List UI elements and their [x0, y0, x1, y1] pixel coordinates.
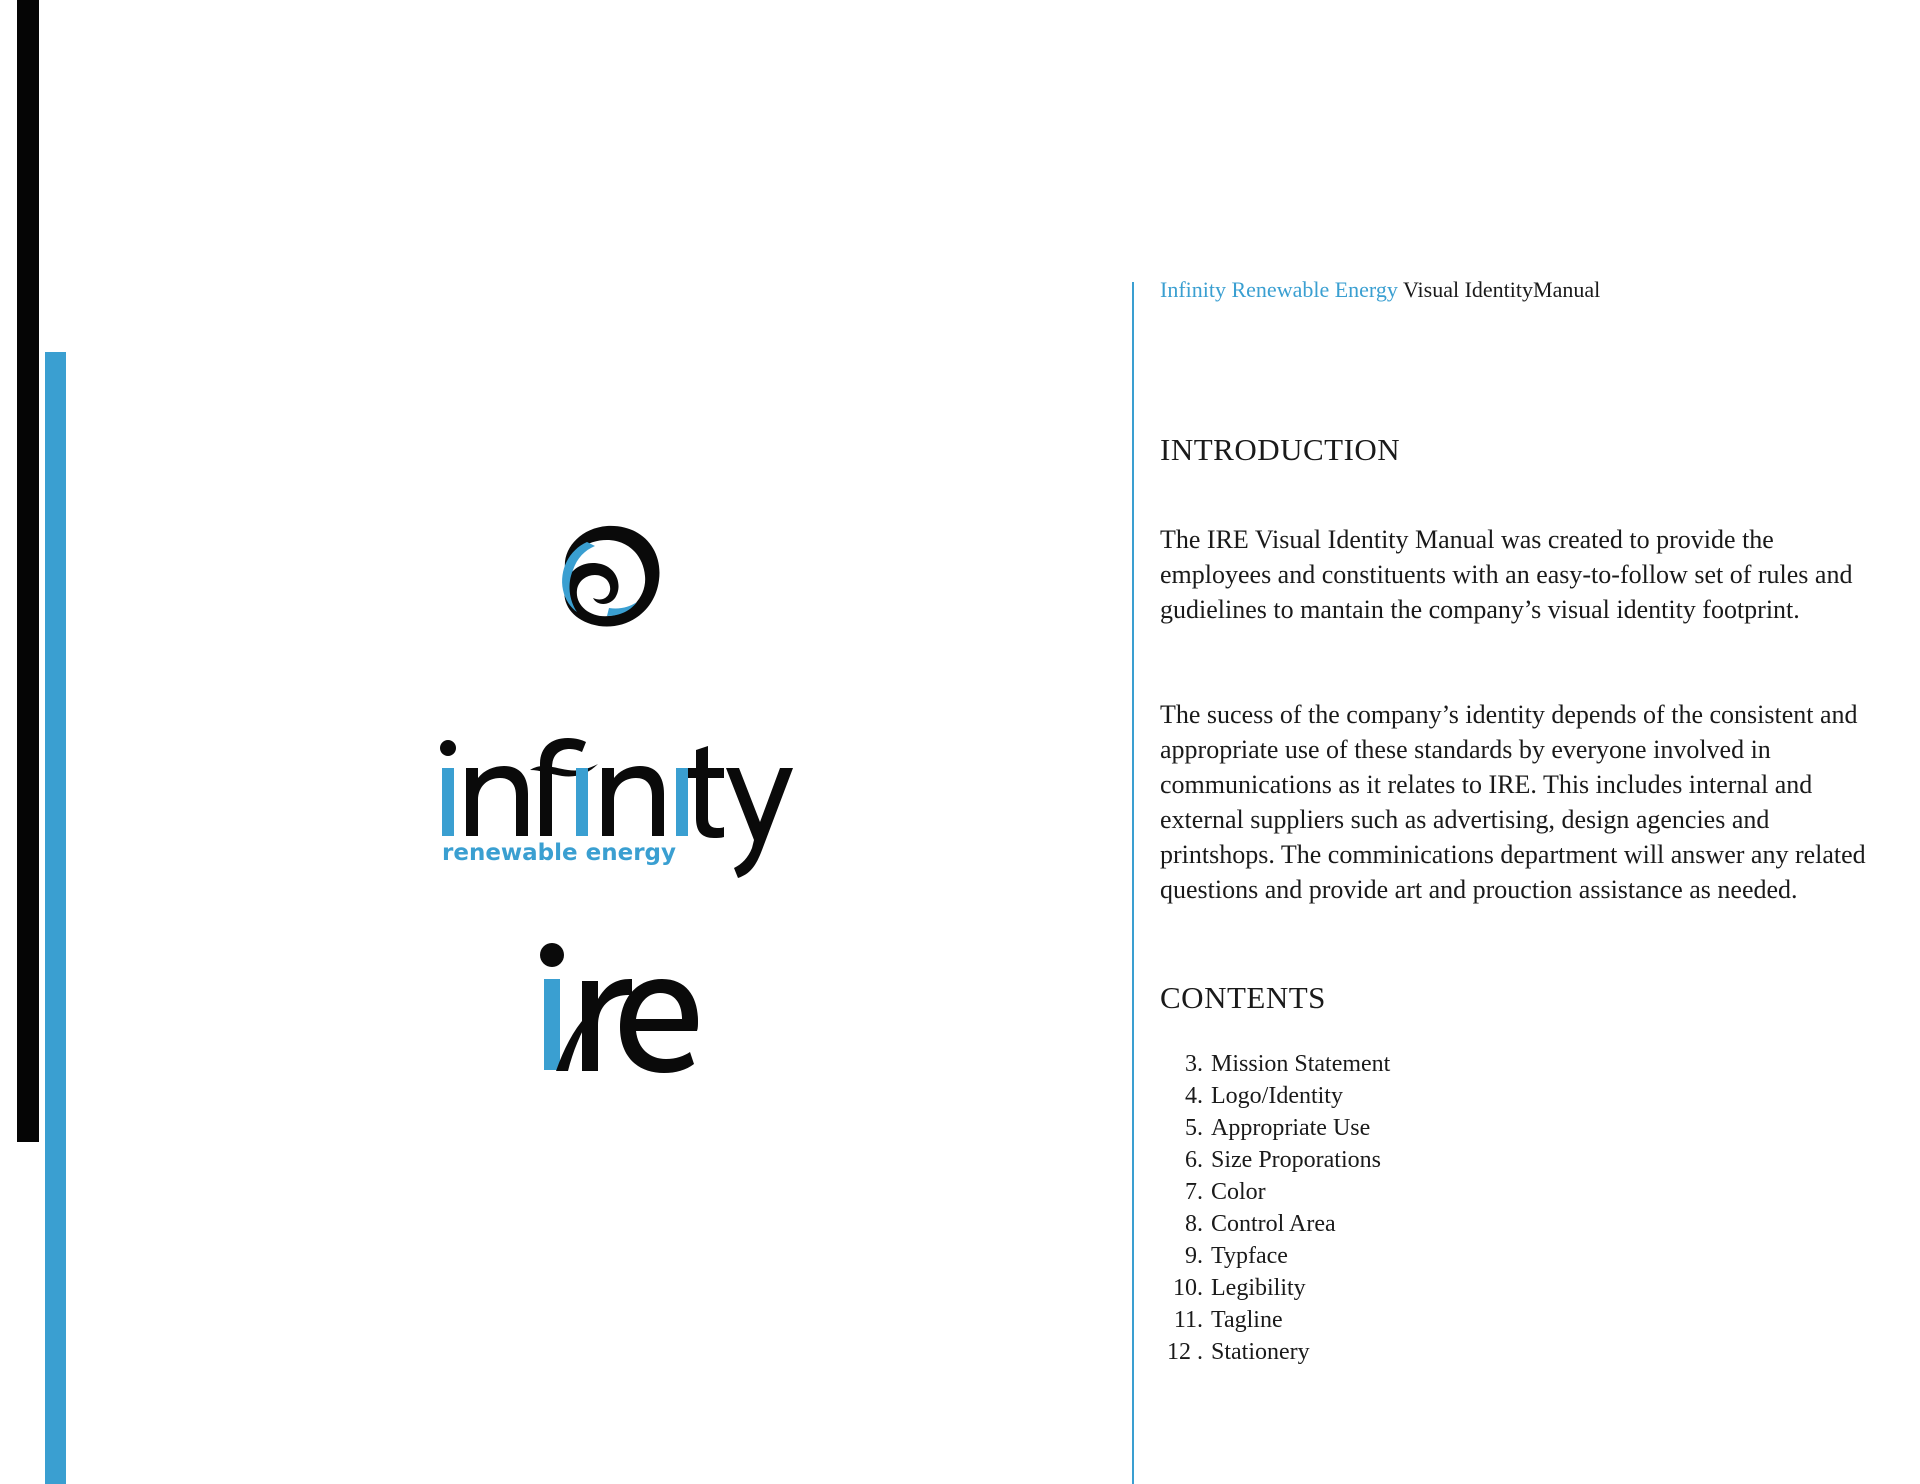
black-accent-bar — [17, 0, 39, 1142]
contents-item-label: Size Proporations — [1211, 1147, 1381, 1173]
header-brand: Infinity Renewable Energy — [1160, 277, 1398, 302]
contents-item-label: Stationery — [1211, 1339, 1310, 1365]
contents-item-number: 10. — [1173, 1275, 1203, 1301]
intro-paragraph-2: The sucess of the company’s identity depends of the consistent and appropriate use of these standards by everyone involved in communications as it relates to IRE. This includes internal and external suppliers such as advertising, design agencies and printshops. The comminications department will answer any related questions and provide art and prouction assistance as needed. — [1160, 700, 1866, 904]
introduction-heading: INTRODUCTION — [1160, 432, 1401, 467]
contents-item-label: Tagline — [1211, 1307, 1283, 1333]
contents-item — [1160, 1208, 1390, 1240]
contents-item-number: 4. — [1185, 1083, 1203, 1109]
manual-header — [1160, 276, 1600, 304]
contents-item — [1160, 1048, 1390, 1080]
contents-item-number: 11. — [1173, 1307, 1203, 1333]
contents-item-label: Control Area — [1211, 1211, 1336, 1237]
contents-item — [1160, 1080, 1390, 1112]
tagline-text: renewable energy — [442, 840, 677, 866]
contents-item — [1160, 1240, 1390, 1272]
contents-item-number: 12 . — [1167, 1339, 1203, 1365]
contents-item-number: 9. — [1185, 1243, 1203, 1269]
contents-item-label: Typface — [1211, 1243, 1288, 1269]
header-doc-title: Visual IdentityManual — [1402, 277, 1601, 302]
contents-item-label: Logo/Identity — [1211, 1083, 1343, 1109]
contents-item-number: 3. — [1185, 1051, 1203, 1077]
contents-item — [1160, 1336, 1390, 1368]
contents-heading: CONTENTS — [1160, 980, 1326, 1015]
contents-item-number: 6. — [1185, 1147, 1203, 1173]
contents-item-number: 8. — [1185, 1211, 1203, 1237]
contents-item-number: 7. — [1185, 1179, 1203, 1205]
infinity-wordmark-logo — [420, 700, 820, 880]
contents-item — [1160, 1144, 1390, 1176]
intro-paragraph-1: The IRE Visual Identity Manual was created to provide the employees and constituents with an easy-to-follow set of rules and gudielines to mantain the company’s visual identity footprint. — [1160, 525, 1853, 624]
contents-item-label: Mission Statement — [1211, 1051, 1391, 1077]
contents-item-label: Legibility — [1211, 1275, 1306, 1301]
infinity-swirl-icon — [547, 520, 665, 632]
contents-item-number: 5. — [1185, 1115, 1203, 1141]
contents-item — [1160, 1304, 1390, 1336]
contents-item — [1160, 1112, 1390, 1144]
contents-item — [1160, 1176, 1390, 1208]
contents-item-label: Color — [1211, 1179, 1266, 1205]
ire-monogram-logo — [520, 925, 710, 1085]
blue-accent-bar — [45, 352, 66, 1484]
contents-list — [1160, 1048, 1390, 1368]
contents-item-label: Appropriate Use — [1211, 1115, 1371, 1141]
column-divider — [1132, 282, 1134, 1484]
contents-item — [1160, 1272, 1390, 1304]
